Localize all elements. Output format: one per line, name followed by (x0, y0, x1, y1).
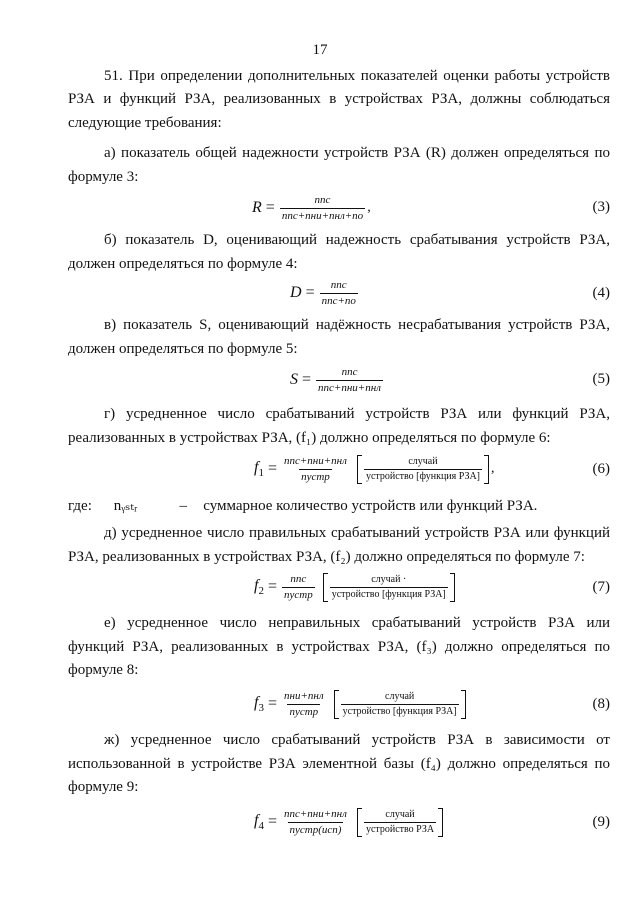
formula-8-fraction (282, 690, 326, 719)
formula-4-equals: = (305, 284, 315, 301)
formula-6-f: f (254, 458, 259, 476)
formula-5-denominator: nпс+nни+nнл (318, 381, 381, 394)
page-number: 17 (312, 42, 328, 58)
definition-dash: – (179, 498, 187, 514)
formula-7-f: f (254, 576, 259, 594)
where-label: где: (68, 498, 92, 514)
formula-5-lhs: S (290, 371, 298, 388)
formula-3-number: (3) (592, 199, 610, 215)
formula-4-denominator: nпс+nо (321, 294, 356, 307)
formula-6-unit-bracket (357, 455, 489, 484)
formula-7-subscript: 2 (258, 585, 264, 598)
formula-6 (254, 444, 495, 494)
formula-5-numerator: nпс (341, 365, 358, 378)
formula-6-numerator: nпс+nни+nнл (283, 454, 347, 467)
formula-9-f: f (254, 811, 259, 829)
formula-8-subscript: 3 (258, 702, 264, 715)
formula-7-fraction (282, 573, 315, 602)
formula-8-unit-denominator: устройство [функция РЗА] (342, 705, 457, 717)
formula-5-equals: = (302, 371, 312, 388)
formula-9-numerator: nпс+nни+nнл (283, 807, 347, 820)
formula-8-f: f (254, 693, 259, 711)
formula-6-comma: , (491, 461, 495, 476)
symbol-definition (68, 496, 537, 515)
paragraph-b: б) показатель D, оценивающий надежность срабатывания устройств РЗА, должен определяться по формуле 4: (68, 232, 610, 272)
formula-3 (252, 183, 371, 233)
formula-7-equals: = (267, 578, 277, 595)
formula-9 (254, 797, 443, 847)
formula-8-numerator: nни+nнл (283, 689, 324, 702)
formula-9-unit-numerator: случай (385, 808, 415, 820)
formula-4-number: (4) (592, 285, 610, 301)
formula-6-number: (6) (592, 461, 610, 477)
paragraph-f: е) усредненное число неправильных срабатываний устройств РЗА или функций РЗА, реализованных в устройствах РЗА, (f₃) должно определяться по формуле 8: (68, 615, 610, 678)
formula-9-unit-denominator: устройство РЗА (365, 823, 435, 835)
formula-8-lhs (254, 694, 264, 714)
formula-7-lhs (254, 577, 264, 597)
formula-8-unit-numerator: случай (385, 690, 415, 702)
formula-4-numerator: nпс (330, 278, 347, 291)
formula-7-number: (7) (592, 579, 610, 595)
formula-7-numerator: nпс (290, 572, 307, 585)
paragraph-g: ж) усредненное число срабатываний устройств РЗА в зависимости от использованной в устройстве РЗА элементной базы (f₄) должно определяться по формуле 9: (68, 732, 610, 795)
formula-9-equals: = (267, 813, 277, 830)
n-ustr-symbol: nᵧₛₜᵣ (113, 498, 138, 514)
formula-9-subscript: 4 (258, 820, 264, 833)
formula-5-fraction (316, 366, 383, 395)
formula-8-equals: = (267, 695, 277, 712)
paragraph-e: д) усредненное число правильных срабатываний устройств РЗА или функций РЗА, реализованных в устройствах РЗА, (f₂) должно определяться по формуле 7: (68, 525, 610, 565)
formula-9-fraction (282, 808, 349, 837)
formula-5 (290, 355, 383, 405)
formula-3-comma: , (367, 200, 371, 215)
paragraph-51-first-line: 51. При определении дополнительных показателей оценки работы устройств (104, 68, 610, 84)
formula-8-denominator: nустр (289, 705, 319, 718)
paragraph-c: в) показатель S, оценивающий надёжность несрабатывания устройств РЗА, должен определяться по формуле 5: (68, 317, 610, 357)
formula-8-unit-bracket (334, 690, 466, 719)
formula-7-denominator: nустр (283, 588, 313, 601)
formula-3-lhs: R (252, 199, 262, 216)
formula-6-fraction (282, 455, 349, 484)
formula-8-number: (8) (592, 696, 610, 712)
formula-3-numerator: nпс (314, 193, 331, 206)
formula-4-fraction (320, 279, 358, 308)
formula-6-equals: = (267, 460, 277, 477)
formula-3-equals: = (265, 199, 275, 216)
paragraph-a: а) показатель общей надежности устройств РЗА (R) должен определяться по формуле 3: (68, 145, 610, 185)
formula-9-lhs (254, 812, 264, 832)
paragraph-d: г) усредненное число срабатываний устройств РЗА или функций РЗА, реализованных в устройствах РЗА, (f₁) должно определяться по формуле 6: (68, 406, 610, 446)
formula-9-unit-bracket (357, 808, 443, 837)
formula-4 (290, 268, 358, 318)
formula-7-unit-denominator: устройство [функция РЗА] (331, 588, 446, 600)
n-ustr-definition: суммарное количество устройств или функций РЗА. (203, 498, 538, 514)
formula-5-number: (5) (592, 371, 610, 387)
formula-3-denominator: nпс+nни+nнл+nо (281, 209, 364, 222)
formula-6-lhs (254, 459, 264, 479)
formula-4-lhs: D (290, 284, 302, 301)
formula-9-denominator: nустр(исп) (289, 823, 342, 836)
formula-7-unit-bracket (323, 573, 455, 602)
formula-8 (254, 679, 466, 729)
formula-6-unit-denominator: устройство [функция РЗА] (365, 470, 480, 482)
formula-7-unit-numerator: случай · (371, 573, 407, 585)
formula-6-unit-numerator: случай (408, 455, 438, 467)
paragraph-51-continuation: РЗА и функций РЗА, реализованных в устройствах РЗА, должны соблюдаться следующие требования: (68, 91, 610, 131)
formula-3-fraction (280, 194, 365, 223)
formula-6-denominator: nустр (301, 470, 330, 483)
formula-9-number: (9) (592, 814, 610, 830)
formula-7 (254, 562, 455, 612)
formula-6-subscript: 1 (258, 467, 264, 480)
